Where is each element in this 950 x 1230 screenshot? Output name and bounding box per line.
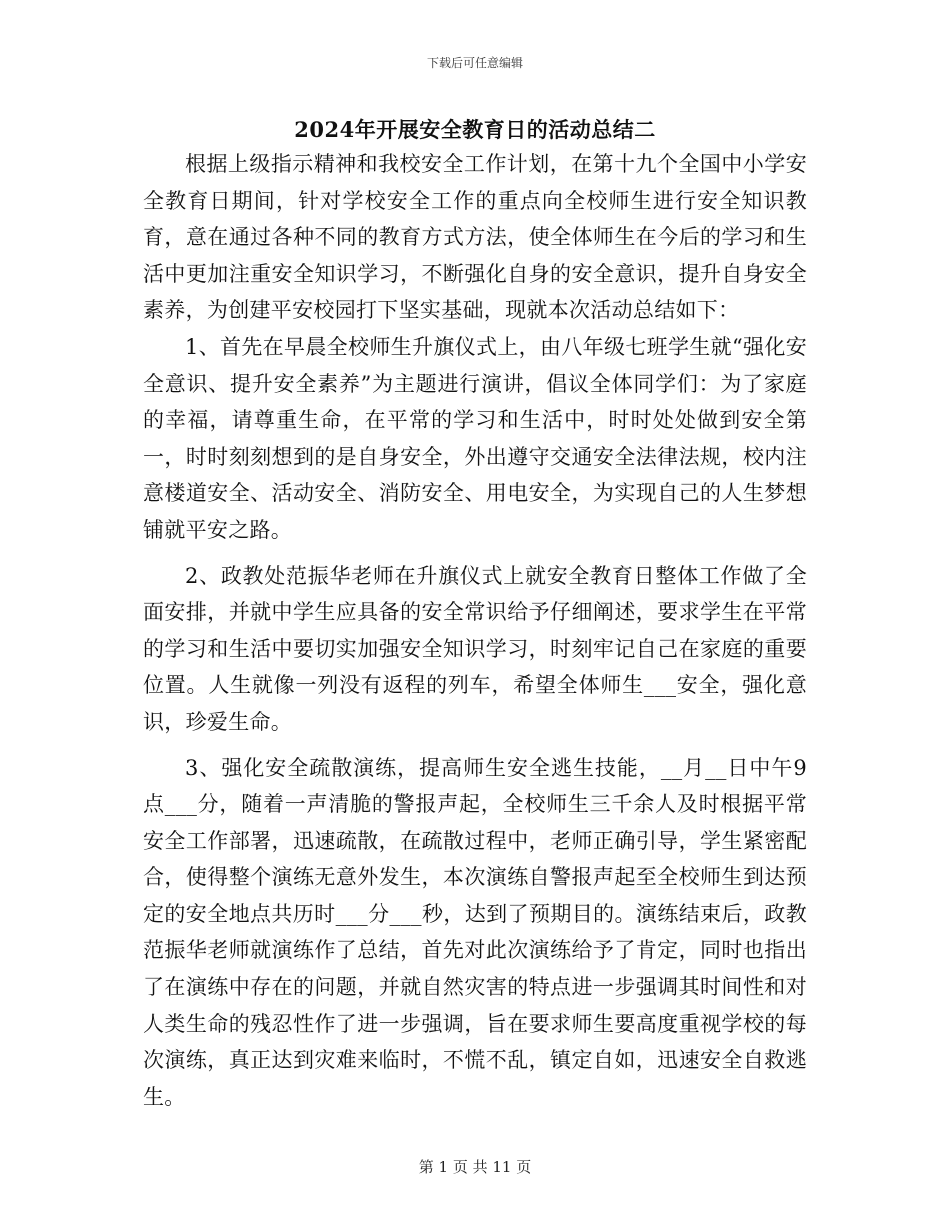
document-title: 2024年开展安全教育日的活动总结二 — [294, 117, 656, 142]
paragraph-intro: 根据上级指示精神和我校安全工作计划，在第十九个全国中小学安全教育日期间，针对学校安全工作的重点向全校师生进行安全知识教育，意在通过各种不同的教育方式方法，使全体师生在今后的学习和生活中更加注重安全知识学习，不断强化自身的安全意识，提升自身安全素养，为创建平安校园打下坚实基础，现就本次活动总结如下： — [143, 152, 807, 323]
document-body — [143, 146, 807, 1115]
page-number: 第 1 页 共 11 页 — [418, 1158, 532, 1176]
paragraph-item-2: 2、政教处范振华老师在升旗仪式上就安全教育日整体工作做了全面安排，并就中学生应具备的安全常识给予仔细阐述，要求学生在平常的学习和生活中要切实加强安全知识学习，时刻牢记自己在家庭的重要位置。人生就像一列没有返程的列车，希望全体师生___安全，强化意识，珍爱生命。 — [143, 563, 807, 734]
paragraph-item-1: 1、首先在早晨全校师生升旗仪式上，由八年级七班学生就“强化安全意识、提升安全素养”为主题进行演讲，倡议全体同学们：为了家庭的幸福，请尊重生命，在平常的学习和生活中，时时处处做到安全第一，时时刻刻想到的是自身安全，外出遵守交通安全法律法规，校内注意楼道安全、活动安全、消防安全、用电安全，为实现自己的人生梦想铺就平安之路。 — [143, 334, 807, 542]
header-note: 下载后可任意编辑 — [426, 56, 523, 70]
paragraph-item-3: 3、强化安全疏散演练，提高师生安全逃生技能，__月__日中午9点___分，随着一声清脆的警报声起，全校师生三千余人及时根据平常安全工作部署，迅速疏散，在疏散过程中，老师正确引导，学生紧密配合，使得整个演练无意外发生，本次演练自警报声起至全校师生到达预定的安全地点共历时___分___秒，达到了预期目的。演练结束后，政教范振华老师就演练作了总结，首先对此次演练给予了肯定，同时也指出了在演练中存在的问题，并就自然灾害的特点进一步强调其时间性和对人类生命的残忍性作了进一步强调，旨在要求师生要高度重视学校的每次演练，真正达到灾难来临时，不慌不乱，镇定自如，迅速安全自救逃生。 — [143, 755, 807, 1109]
